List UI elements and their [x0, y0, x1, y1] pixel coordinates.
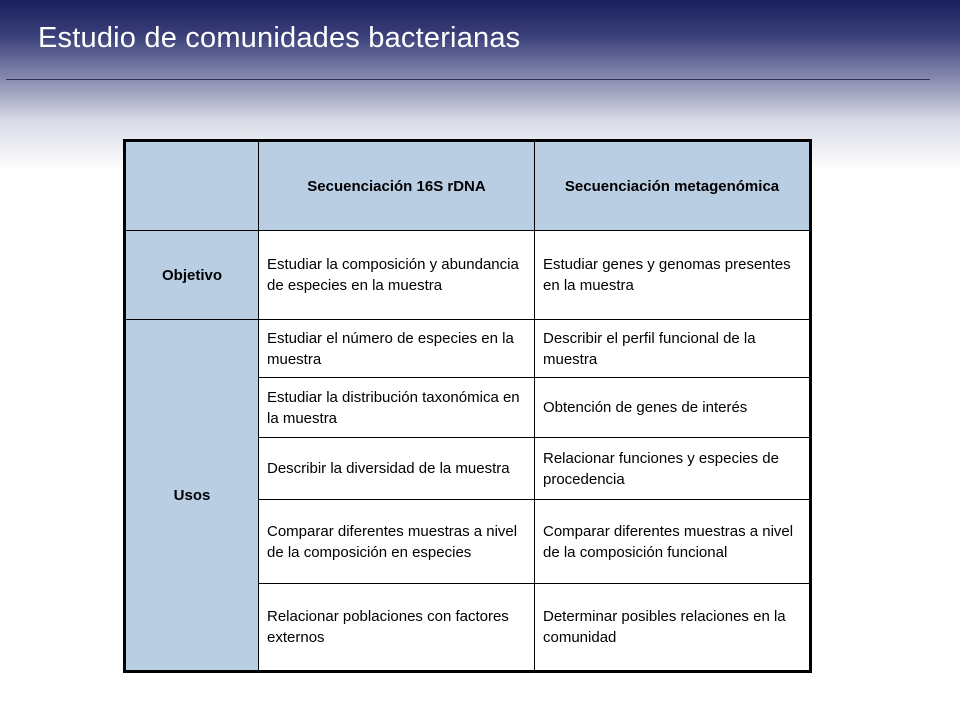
usos-16s-cell: Estudiar la distribución taxonómica en la muestra [259, 378, 535, 438]
header-metagenomica: Secuenciación metagenómica [535, 141, 811, 231]
comparison-table [123, 139, 812, 673]
usos-metagenomica-cell: Obtención de genes de interés [535, 378, 811, 438]
usos-16s-cell: Relacionar poblaciones con factores externos [259, 584, 535, 672]
usos-metagenomica-cell: Relacionar funciones y especies de procedencia [535, 438, 811, 500]
usos-metagenomica-cell: Determinar posibles relaciones en la comunidad [535, 584, 811, 672]
header-corner [125, 141, 259, 231]
usos-metagenomica-cell: Describir el perfil funcional de la muestra [535, 320, 811, 378]
header-row [125, 141, 811, 231]
objetivo-16s: Estudiar la composición y abundancia de especies en la muestra [259, 231, 535, 320]
usos-16s-cell: Estudiar el número de especies en la muestra [259, 320, 535, 378]
row-label-usos: Usos [125, 320, 259, 672]
usos-row [125, 320, 811, 378]
header-16s: Secuenciación 16S rDNA [259, 141, 535, 231]
objetivo-metagenomica: Estudiar genes y genomas presentes en la muestra [535, 231, 811, 320]
usos-metagenomica-cell: Comparar diferentes muestras a nivel de la composición funcional [535, 500, 811, 584]
slide-title: Estudio de comunidades bacterianas [38, 22, 521, 54]
usos-16s-cell: Describir la diversidad de la muestra [259, 438, 535, 500]
row-label-objetivo: Objetivo [125, 231, 259, 320]
title-divider [6, 79, 930, 80]
objetivo-row [125, 231, 811, 320]
usos-16s-cell: Comparar diferentes muestras a nivel de la composición en especies [259, 500, 535, 584]
